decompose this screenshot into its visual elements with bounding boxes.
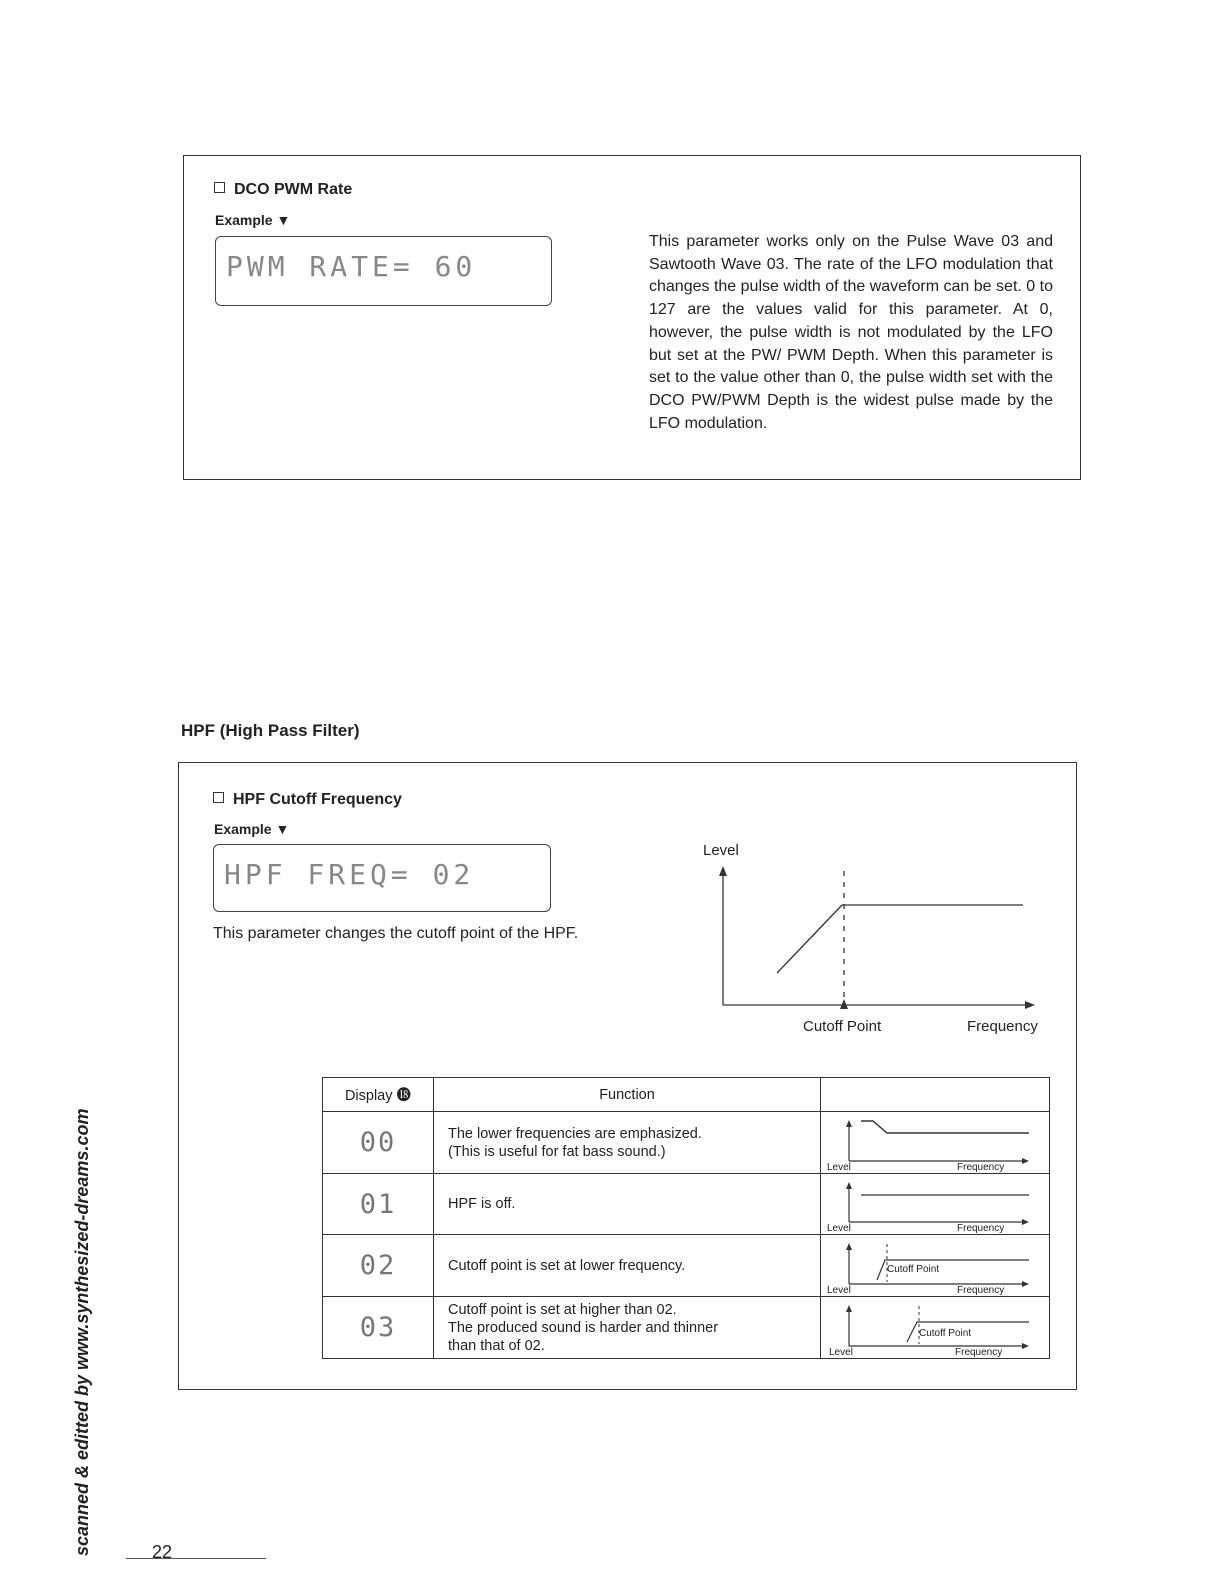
pwm-lcd-display: PWM RATE= 60 [215,236,552,306]
pwm-example-label: Example ▼ [215,212,291,228]
function-line: Cutoff point is set at higher than 02. [448,1301,677,1318]
page-number: 22 [152,1542,173,1562]
hpf-function-table [322,1077,1050,1359]
mini-graph-cell [821,1297,1050,1359]
mini-cutoff-label: Cutoff Point [887,1263,940,1275]
table-header-graph [821,1078,1050,1112]
display-value: 02 [323,1235,434,1297]
function-line: Cutoff point is set at lower frequency. [448,1257,686,1274]
hpf-heading [213,791,402,809]
function-line: (This is useful for fat bass sound.) [448,1143,666,1160]
function-line: HPF is off. [448,1196,516,1212]
mini-frequency-label: Frequency [957,1161,1005,1173]
mini-graph-cell [821,1112,1050,1174]
table-header-display: Display ⓲ [323,1078,434,1112]
mini-graph-cell [821,1174,1050,1235]
mini-graph-high-cutoff [821,1298,1047,1358]
mini-level-label: Level [827,1284,851,1296]
mini-cutoff-label: Cutoff Point [919,1327,972,1339]
checkbox-square-icon [214,182,225,193]
function-line: The lower frequencies are emphasized. [448,1125,702,1142]
hpf-example-label: Example ▼ [214,821,290,837]
mini-graph-cell [821,1235,1050,1297]
function-text [434,1297,821,1359]
pwm-description: This parameter works only on the Pulse Wave 03 and Sawtooth Wave 03. The rate of the LFO modulation that changes the pulse width of the waveform can be set. 0 to 127 are the values valid for this parameter. At 0, however, the pulse width is not modulated by the LFO but set at the PW/ PWM Depth. When this parameter is set to the value other than 0, the pulse width set with the DCO PW/PWM Depth is the widest pulse made by the LFO modulation. [649,233,1053,432]
table-row [323,1297,1050,1359]
checkbox-square-icon [213,792,224,803]
table-row [323,1174,1050,1235]
display-value: 01 [323,1174,434,1235]
display-value: 03 [323,1297,434,1359]
pwm-rate-title: DCO PWM Rate [234,181,353,198]
hpf-description: This parameter changes the cutoff point of the HPF. [213,925,579,942]
function-text [434,1174,821,1235]
table-header-function: Function [434,1078,821,1112]
mini-graph-low-cutoff [821,1236,1047,1296]
mini-graph-emphasis [821,1113,1047,1173]
table-row [323,1235,1050,1297]
mini-frequency-label: Frequency [957,1222,1005,1234]
hpf-title: HPF Cutoff Frequency [233,791,402,808]
hpf-lcd-display: HPF FREQ= 02 [213,844,551,912]
graph-cutoff-label: Cutoff Point [803,1018,882,1035]
function-line: The produced sound is harder and thinner [448,1319,719,1336]
mini-level-label: Level [827,1161,851,1173]
mini-level-label: Level [829,1346,853,1358]
table-row [323,1112,1050,1174]
hpf-response-graph [689,833,1049,1043]
pwm-rate-heading [214,181,352,199]
hpf-box [178,762,1077,1390]
page-number-rule [126,1558,266,1559]
mini-frequency-label: Frequency [957,1284,1005,1296]
side-credit: scanned & editted by www.synthesized-dreams.com [72,1108,92,1556]
graph-level-label: Level [703,842,739,859]
mini-graph-off [821,1175,1047,1234]
function-text [434,1112,821,1174]
mini-frequency-label: Frequency [955,1346,1003,1358]
hpf-section-title: HPF (High Pass Filter) [181,721,360,740]
pwm-rate-box [183,155,1081,480]
function-text [434,1235,821,1297]
graph-frequency-label: Frequency [967,1018,1038,1035]
function-line: than that of 02. [448,1337,545,1354]
mini-level-label: Level [827,1222,851,1234]
display-value: 00 [323,1112,434,1174]
